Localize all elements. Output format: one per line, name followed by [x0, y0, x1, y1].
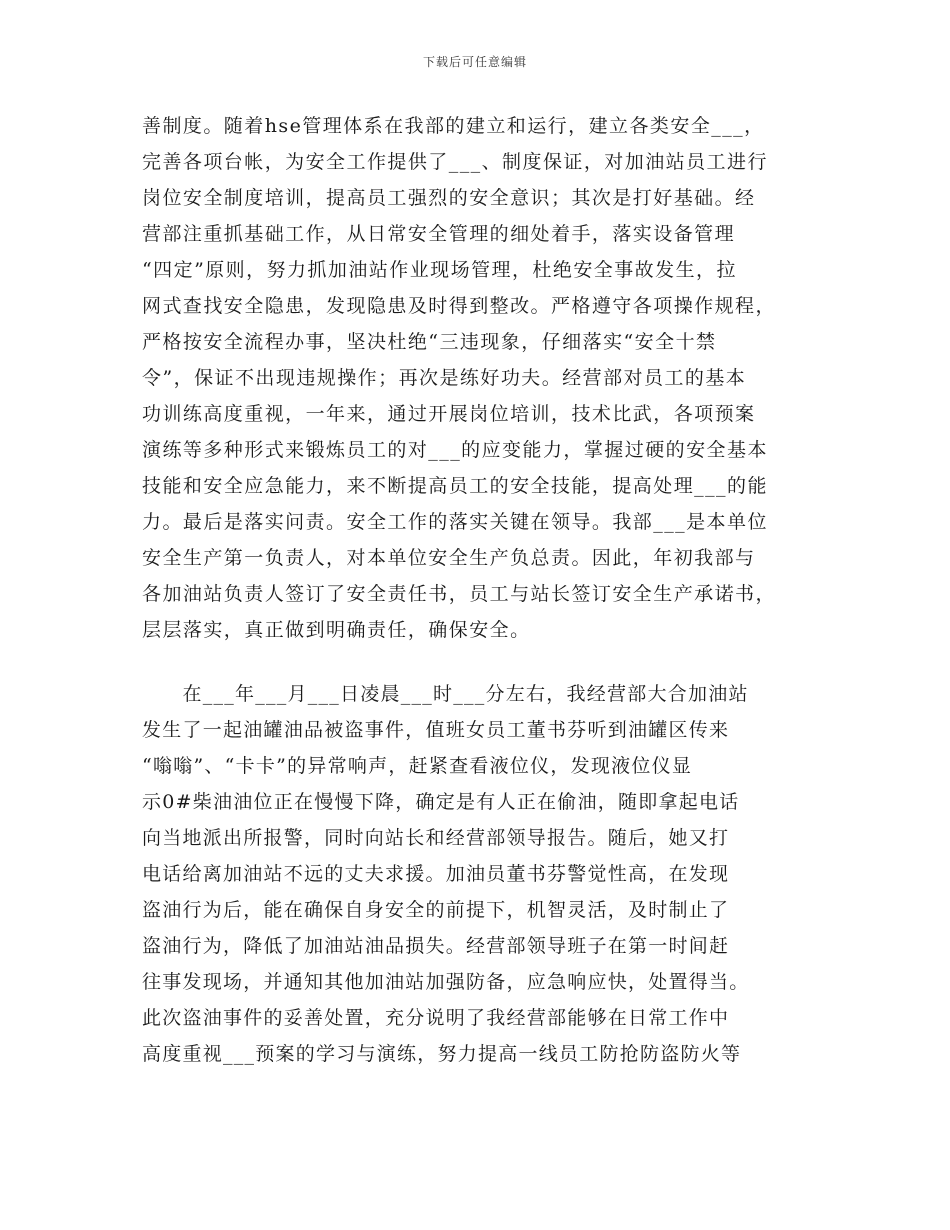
- text-line: 力。最后是落实问责。安全工作的落实关键在领导。我部___是本单位: [142, 511, 768, 533]
- text-line: 各加油站负责人签订了安全责任书，员工与站长签订安全生产承诺书，: [142, 583, 776, 605]
- text-line: 演练等多种形式来锻炼员工的对___的应变能力，掌握过硬的安全基本: [142, 439, 768, 461]
- text-line: 盗油行为后，能在确保自身安全的前提下，机智灵活，及时制止了: [142, 899, 730, 921]
- text-line: 此次盗油事件的妥善处置，充分说明了我经营部能够在日常工作中: [142, 1007, 730, 1029]
- text-line: “嗡嗡”、“卡卡”的异常响声，赶紧查看液位仪，发现液位仪显: [142, 755, 693, 777]
- text-line: 高度重视___预案的学习与演练，努力提高一线员工防抢防盗防火等: [142, 1043, 742, 1065]
- text-line: 技能和安全应急能力，来不断提高员工的安全技能，提高处理___的能: [142, 475, 768, 497]
- text-line: 向当地派出所报警，同时向站长和经营部领导报告。随后，她又打: [142, 827, 730, 849]
- text-line: 安全生产第一负责人，对本单位安全生产负总责。因此，年初我部与: [142, 547, 756, 569]
- text-line: 往事发现场，并通知其他加油站加强防备，应急响应快，处置得当。: [142, 971, 750, 993]
- text-line: 令”，保证不出现违规操作；再次是练好功夫。经营部对员工的基本: [142, 367, 747, 389]
- text-line: 示0#柴油油位正在慢慢下降，确定是有人正在偷油，随即拿起电话: [142, 791, 740, 813]
- paragraph-theft-incident: [142, 676, 750, 1072]
- text-line: 网式查找安全隐患，发现隐患及时得到整改。严格遵守各项操作规程，: [142, 295, 776, 317]
- text-line: 严格按安全流程办事，坚决杜绝“三违现象，仔细落实“安全十禁: [142, 331, 717, 353]
- text-line: 盗油行为，降低了加油站油品损失。经营部领导班子在第一时间赶: [142, 935, 730, 957]
- text-line: 发生了一起油罐油品被盗事件，值班女员工董书芬听到油罐区传来: [142, 719, 730, 741]
- text-line: 完善各项台帐，为安全工作提供了___、制度保证，对加油站员工进行: [142, 151, 768, 173]
- text-line: 电话给离加油站不远的丈夫求援。加油员董书芬警觉性高，在发现: [142, 863, 730, 885]
- text-line: 在___年___月___日凌晨___时___分左右，我经营部大合加油站: [142, 683, 749, 705]
- text-line: 岗位安全制度培训，提高员工强烈的安全意识；其次是打好基础。经: [142, 187, 756, 209]
- text-line: 功训练高度重视，一年来，通过开展岗位培训，技术比武，各项预案: [142, 403, 756, 425]
- text-line: 善制度。随着hse管理体系在我部的建立和运行，建立各类安全___，: [142, 115, 765, 137]
- text-line: 层层落实，真正做到明确责任，确保安全。: [142, 619, 531, 641]
- text-line: “四定”原则，努力抓加油站作业现场管理，杜绝安全事故发生，拉: [142, 259, 737, 281]
- text-line: 营部注重抓基础工作，从日常安全管理的细处着手，落实设备管理: [142, 223, 736, 245]
- page-header: 下载后可任意编辑: [422, 55, 527, 69]
- paragraph-safety-management: [142, 108, 776, 648]
